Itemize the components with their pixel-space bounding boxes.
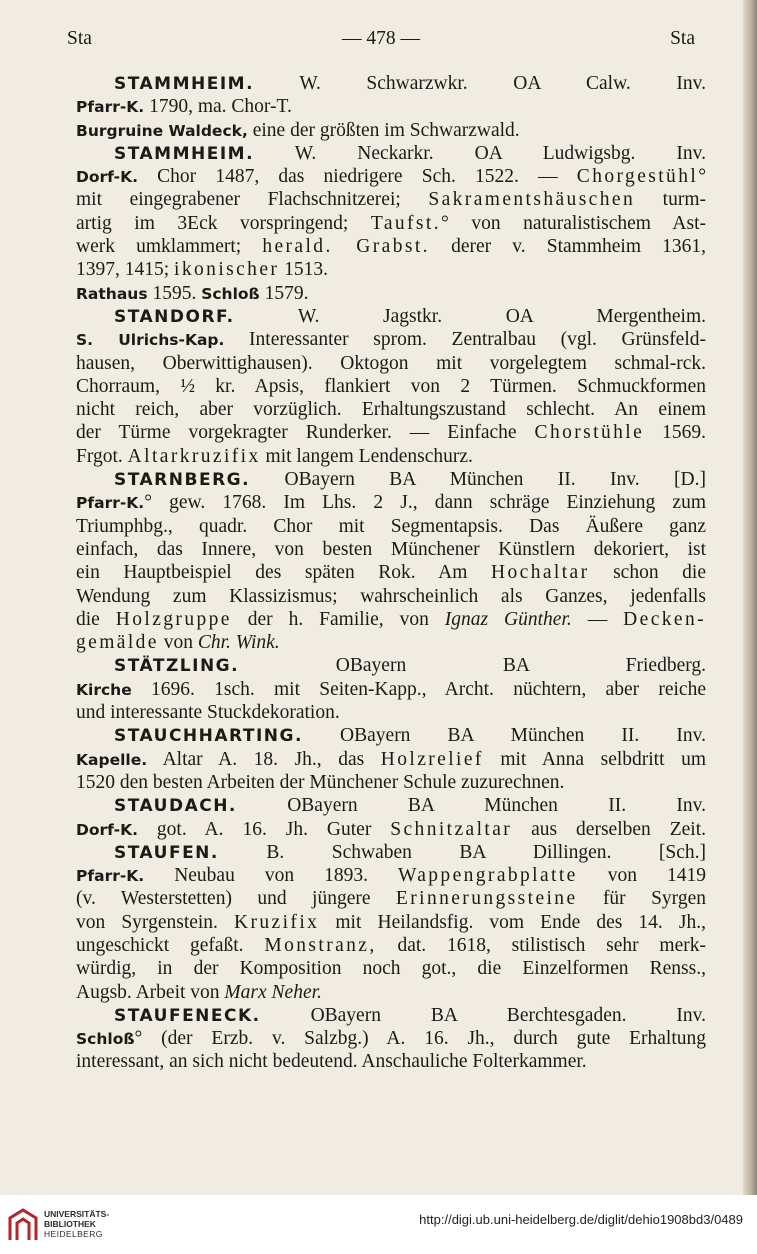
text-segment: Erinnerungssteine bbox=[395, 888, 578, 910]
text-line bbox=[76, 468, 706, 491]
text-segment: Monstranz, bbox=[264, 934, 377, 956]
text-line bbox=[76, 561, 706, 584]
text-line bbox=[76, 491, 706, 514]
text-line bbox=[76, 212, 706, 235]
text-line bbox=[76, 1004, 706, 1027]
building-label: Dorf-K. bbox=[76, 820, 138, 839]
page-edge bbox=[743, 0, 757, 1254]
text-segment: Chorgestühl bbox=[576, 166, 699, 188]
text-segment: Wappengrabplatte bbox=[397, 865, 578, 887]
text-line bbox=[76, 631, 706, 654]
text-segment: ikonischer bbox=[174, 259, 280, 281]
text-segment: OBayern BA Friedberg. bbox=[239, 655, 706, 677]
text-segment: Chor 1487, das niedrigere Sch. 1522. — bbox=[137, 166, 577, 188]
entry-heading: STAUCHHARTING. bbox=[114, 726, 303, 747]
text-segment: 1696. 1sch. mit Seiten-Kapp., Archt. nüchtern, aber reiche bbox=[131, 678, 706, 700]
text-segment: 1520 den besten Arbeiten der Münchener Schule zuzurechnen. bbox=[76, 771, 565, 793]
text-segment: Augsb. Arbeit von bbox=[76, 981, 225, 1003]
building-label: Schloß bbox=[201, 284, 260, 303]
text-segment: ungeschickt gefaßt. bbox=[76, 934, 265, 956]
entry-heading: STAUFEN. bbox=[114, 842, 219, 863]
text-line bbox=[76, 375, 706, 398]
text-segment: werk umklammert; bbox=[76, 236, 263, 258]
text-line bbox=[76, 981, 706, 1004]
text-segment: der h. Familie, von bbox=[231, 608, 445, 630]
text-segment: 1579. bbox=[259, 282, 309, 304]
text-segment: von Syrgenstein. bbox=[76, 911, 235, 933]
entry-heading: STAUDACH. bbox=[114, 796, 237, 817]
building-label: Dorf-K. bbox=[76, 168, 138, 187]
footer-bar bbox=[0, 1195, 757, 1254]
header-left: Sta bbox=[67, 28, 92, 49]
text-segment: OBayern BA München II. Inv. bbox=[236, 795, 706, 817]
entry-heading: STANDORF. bbox=[114, 306, 235, 327]
text-segment: mit langem Lendenschurz. bbox=[260, 445, 473, 467]
text-segment: OBayern BA Berchtesgaden. Inv. bbox=[260, 1004, 706, 1026]
text-segment: dat. 1618, stilistisch sehr merk- bbox=[376, 934, 706, 956]
entry-heading: STÄTZLING. bbox=[114, 656, 240, 677]
text-line bbox=[76, 95, 706, 118]
text-segment: Chr. Wink. bbox=[197, 632, 280, 654]
text-segment: (v. Westerstetten) und jüngere bbox=[76, 888, 396, 910]
text-line bbox=[76, 934, 706, 957]
text-segment: herald. Grabst. bbox=[262, 236, 430, 258]
text-segment: für Syrgen bbox=[577, 888, 706, 910]
entry-heading: STAMMHEIM. bbox=[114, 143, 255, 164]
text-line bbox=[76, 119, 706, 142]
text-segment: Neubau von 1893. bbox=[144, 865, 398, 887]
text-line bbox=[76, 352, 706, 375]
text-segment: Triumphbg., quadr. Chor mit Segmentapsis. Das Äußere ganz bbox=[76, 515, 706, 537]
text-line bbox=[76, 654, 706, 677]
building-label: Kirche bbox=[76, 680, 132, 699]
text-line bbox=[76, 608, 706, 631]
text-segment: Taufst. bbox=[370, 212, 442, 234]
building-label: Schloß bbox=[76, 1030, 135, 1049]
text-line bbox=[76, 398, 706, 421]
text-line bbox=[76, 188, 706, 211]
text-segment: ° (der Erzb. v. Salzbg.) A. 16. Jh., durch gute Erhaltung bbox=[134, 1028, 706, 1050]
text-segment: W. Neckarkr. OA Ludwigsbg. Inv. bbox=[254, 142, 706, 164]
text-segment: Ignaz Günther. bbox=[444, 608, 572, 630]
text-segment: mit Heilandsfig. vom Ende des 14. Jh., bbox=[319, 911, 706, 933]
text-segment: gemälde bbox=[76, 632, 159, 654]
text-line bbox=[76, 585, 706, 608]
text-line bbox=[76, 445, 706, 468]
text-line bbox=[76, 258, 706, 281]
text-segment: Altarkruzifix bbox=[127, 445, 261, 467]
text-segment: von 1419 bbox=[577, 865, 706, 887]
text-segment: schon die bbox=[589, 562, 706, 584]
page-number: — 478 — bbox=[342, 28, 420, 49]
text-segment: Altar A. 18. Jh., das bbox=[147, 748, 381, 770]
text-line bbox=[76, 864, 706, 887]
text-segment: Chorraum, ½ kr. Apsis, flankiert von 2 Türmen. Schmuckformen bbox=[76, 375, 706, 397]
text-segment: W. Jagstkr. OA Mergentheim. bbox=[234, 305, 706, 327]
text-segment: Wendung zum Klassizismus; wahrscheinlich als Ganzes, jedenfalls bbox=[76, 585, 706, 607]
text-line bbox=[76, 748, 706, 771]
text-line bbox=[76, 235, 706, 258]
text-segment: Hochaltar bbox=[491, 562, 590, 584]
running-header bbox=[67, 28, 695, 54]
text-segment: von bbox=[158, 632, 198, 654]
text-segment: Decken- bbox=[623, 608, 706, 630]
text-segment: und interessante Stuckdekoration. bbox=[76, 702, 340, 724]
text-segment: ein Hauptbeispiel des späten Rok. Am bbox=[76, 562, 492, 584]
text-segment: Frgot. bbox=[76, 445, 128, 467]
text-segment: 1790, ma. Chor-T. bbox=[144, 96, 292, 118]
text-segment: — bbox=[571, 608, 624, 630]
building-label: Pfarr-K. bbox=[76, 494, 145, 513]
text-segment: mit Anna selbdritt um bbox=[483, 748, 706, 770]
text-segment: OBayern BA München II. Inv. bbox=[302, 725, 706, 747]
text-line bbox=[76, 328, 706, 351]
building-label: Pfarr-K. bbox=[76, 98, 145, 117]
building-label: Burgruine Waldeck, bbox=[76, 121, 248, 140]
text-line bbox=[76, 818, 706, 841]
building-label: Rathaus bbox=[76, 284, 148, 303]
entry-heading: STAMMHEIM. bbox=[114, 74, 255, 94]
text-segment: Sakramentshäuschen bbox=[428, 189, 636, 211]
entry-heading: STAUFENECK. bbox=[114, 1005, 261, 1026]
text-segment: mit eingegrabener Flachschnitzerei; bbox=[76, 189, 429, 211]
text-line bbox=[76, 515, 706, 538]
text-segment: 1595. bbox=[147, 282, 202, 304]
text-segment: ° von naturalistischem Ast- bbox=[441, 212, 706, 234]
text-line bbox=[76, 305, 706, 328]
text-segment: 1569. bbox=[644, 422, 706, 444]
text-segment: derer v. Stammheim 1361, bbox=[429, 236, 707, 258]
text-line bbox=[76, 282, 706, 305]
entry-heading: STARNBERG. bbox=[114, 470, 251, 491]
text-segment: die bbox=[76, 608, 116, 630]
text-line bbox=[76, 771, 706, 794]
text-line bbox=[76, 701, 706, 724]
text-segment: Interessanter sprom. Zentralbau (vgl. Grünsfeld- bbox=[224, 329, 706, 351]
text-line bbox=[76, 1027, 706, 1050]
text-line bbox=[76, 911, 706, 934]
text-line bbox=[76, 1050, 706, 1073]
text-line bbox=[76, 421, 706, 444]
text-line bbox=[76, 887, 706, 910]
text-segment: nicht reich, aber vorzüglich. Erhaltungszustand schlecht. An einem bbox=[76, 399, 706, 421]
library-logo-icon bbox=[8, 1208, 38, 1242]
text-segment: 1397, 1415; bbox=[76, 259, 175, 281]
text-segment: OBayern BA München II. Inv. [D.] bbox=[250, 469, 706, 491]
text-line bbox=[76, 957, 706, 980]
library-name: UNIVERSITÄTS- BIBLIOTHEK HEIDELBERG bbox=[44, 1209, 110, 1239]
text-segment: W. Schwarzwkr. OA Calw. Inv. bbox=[254, 73, 706, 94]
text-segment: 1513. bbox=[279, 259, 329, 281]
text-line bbox=[76, 678, 706, 701]
text-segment: Kruzifix bbox=[234, 911, 320, 933]
body-text bbox=[76, 72, 706, 1074]
text-segment: Chorstühle bbox=[534, 422, 645, 444]
text-segment: ° bbox=[698, 166, 706, 188]
text-segment: einfach, das Innere, von besten Münchener Künstlern dekoriert, ist bbox=[76, 538, 706, 560]
text-line bbox=[76, 794, 706, 817]
text-line bbox=[76, 538, 706, 561]
text-segment: Schnitzaltar bbox=[390, 818, 513, 840]
text-line bbox=[76, 724, 706, 747]
text-line bbox=[76, 72, 706, 95]
text-segment: interessant, an sich nicht bedeutend. Anschauliche Folterkammer. bbox=[76, 1051, 587, 1073]
text-segment: got. A. 16. Jh. Guter bbox=[137, 818, 391, 840]
text-segment: Marx Neher. bbox=[224, 981, 322, 1003]
text-segment: ° gew. 1768. Im Lhs. 2 J., dann schräge Einziehung zum bbox=[144, 492, 706, 514]
text-segment: würdig, in der Komposition noch got., die Einzelformen Renss., bbox=[76, 958, 706, 980]
building-label: Kapelle. bbox=[76, 750, 148, 769]
text-line bbox=[76, 142, 706, 165]
building-label: Pfarr-K. bbox=[76, 867, 145, 886]
text-segment: turm- bbox=[635, 189, 706, 211]
text-segment: Holzrelief bbox=[380, 748, 484, 770]
source-url[interactable]: http://digi.ub.uni-heidelberg.de/diglit/dehio1908bd3/0489 bbox=[419, 1212, 743, 1227]
text-line bbox=[76, 165, 706, 188]
text-segment: eine der größten im Schwarzwald. bbox=[247, 119, 520, 141]
text-segment: B. Schwaben BA Dillingen. [Sch.] bbox=[218, 841, 706, 863]
header-right: Sta bbox=[670, 28, 695, 49]
text-segment: Holzgruppe bbox=[115, 608, 232, 630]
text-segment: hausen, Oberwittighausen). Oktogon mit vorgelegtem schmal-rck. bbox=[76, 352, 706, 374]
text-line bbox=[76, 841, 706, 864]
text-segment: artig im 3Eck vorspringend; bbox=[76, 212, 371, 234]
text-segment: der Türme vorgekragter Runderker. — Einfache bbox=[76, 422, 535, 444]
building-label: S. Ulrichs-Kap. bbox=[76, 331, 225, 350]
text-segment: aus derselben Zeit. bbox=[512, 818, 706, 840]
